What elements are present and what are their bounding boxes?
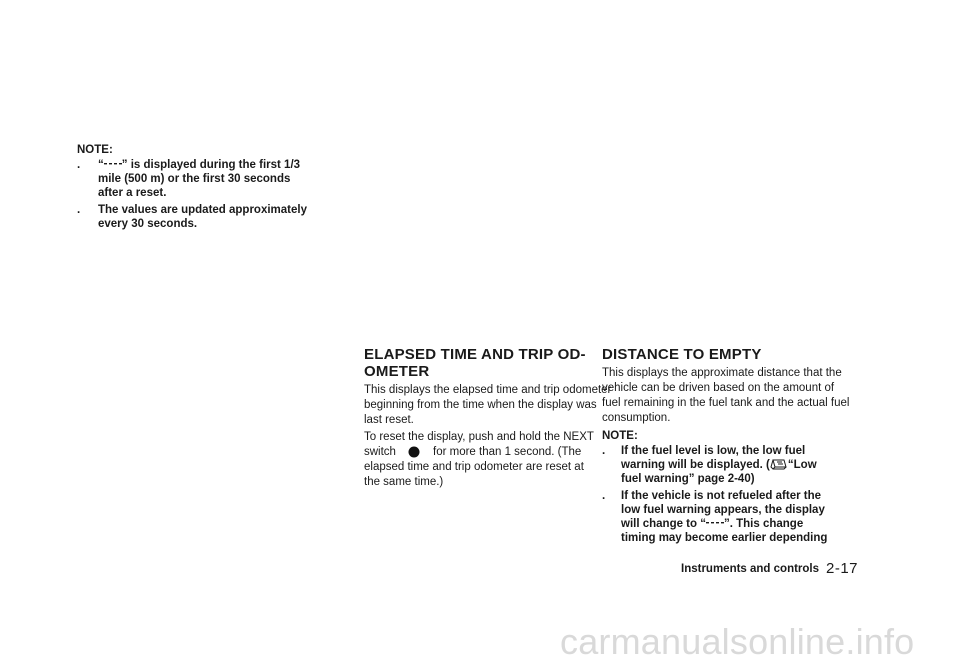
elapsed-para-1-line-1: This displays the elapsed time and trip odometer	[364, 384, 612, 396]
dashes-placeholder-icon	[104, 160, 122, 167]
book-reference-icon	[770, 458, 788, 470]
distance-para-line-1: This displays the approximate distance that the	[602, 367, 842, 379]
elapsed-para-2-line-1: To reset the display, push and hold the NEXT	[364, 431, 594, 443]
distance-bullet-2-line-1: If the vehicle is not refueled after the	[621, 490, 822, 502]
elapsed-para-1-line-2: beginning from the time when the display was	[364, 399, 597, 411]
distance-bullet-1-line-2: warning will be displayed. ( “Low	[621, 459, 817, 471]
section-heading-elapsed-line-1: ELAPSED TIME AND TRIP OD-	[364, 346, 586, 363]
elapsed-para-1-line-3: last reset.	[364, 414, 414, 426]
distance-bullet-2-line-3: will change to “ ”. This change	[621, 518, 804, 530]
note-bullet-1-line-1: “ ” is displayed during the first 1/3	[98, 159, 301, 171]
distance-bullet-1-line-3: fuel warning” page 2-40)	[621, 473, 755, 485]
note-label: NOTE:	[77, 144, 113, 156]
distance-para-line-3: fuel remaining in the fuel tank and the actual fuel	[602, 397, 850, 409]
elapsed-para-2-line-2-rest: for more than 1 second. (The	[433, 446, 582, 458]
elapsed-para-2-line-3: elapsed time and trip odometer are reset at	[364, 461, 584, 473]
bullet-glyph: .	[77, 159, 81, 171]
bullet-glyph: .	[602, 445, 606, 457]
next-switch-icon	[408, 446, 420, 458]
watermark: carmanualsonline.info	[560, 621, 915, 662]
dashes-placeholder-icon	[706, 519, 724, 526]
distance-bullet-2-line-4: timing may become earlier depending	[621, 532, 828, 544]
bullet-glyph: .	[77, 204, 81, 216]
distance-para-line-4: consumption.	[602, 412, 671, 424]
elapsed-para-2-switch-word: switch	[364, 446, 396, 458]
distance-para-line-2: vehicle can be driven based on the amount of	[602, 382, 835, 394]
footer-section-label: Instruments and controls	[681, 563, 820, 575]
footer-page-number: 2-17	[826, 560, 859, 577]
note-bullet-1-line-2: mile (500 m) or the first 30 seconds	[98, 173, 291, 185]
distance-note-label: NOTE:	[602, 430, 638, 442]
elapsed-para-2-line-4: the same time.)	[364, 476, 444, 488]
note-bullet-2-line-1: The values are updated approximately	[98, 204, 307, 216]
distance-bullet-1-line-1: If the fuel level is low, the low fuel	[621, 445, 806, 457]
note-bullet-1-line-3: after a reset.	[98, 187, 167, 199]
distance-bullet-2-line-2: low fuel warning appears, the display	[621, 504, 825, 516]
bullet-glyph: .	[602, 490, 606, 502]
section-heading-elapsed-line-2: OMETER	[364, 363, 430, 380]
section-heading-distance: DISTANCE TO EMPTY	[602, 346, 762, 363]
note-bullet-2-line-2: every 30 seconds.	[98, 218, 198, 230]
